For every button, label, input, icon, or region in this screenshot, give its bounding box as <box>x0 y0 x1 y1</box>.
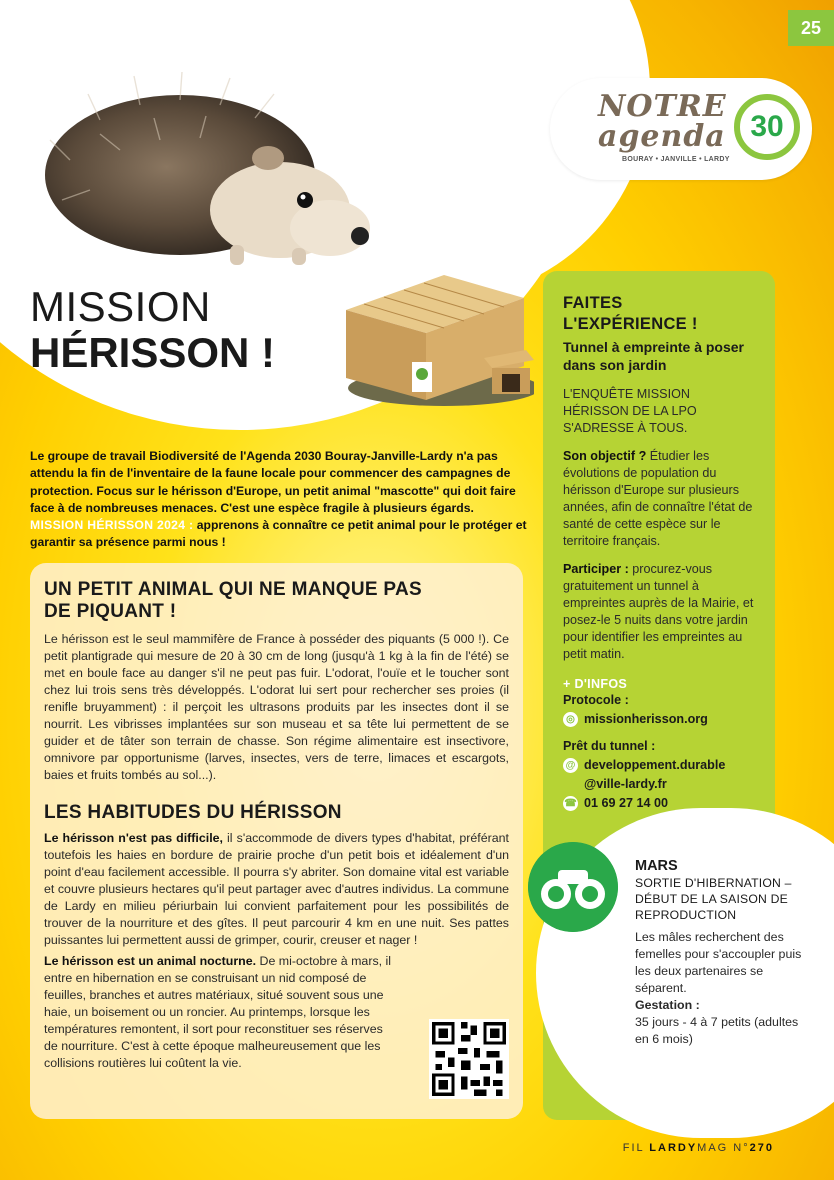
intro-text: Le groupe de travail Biodiversité de l'Agenda 2030 Bouray-Janville-Lardy n'a pas attendu la fin de l'inventaire de la faune locale pour commencer des campagnes de protection. Focus sur le hérisson d'Europe, un petit animal "mascotte" qui doit faire face à de nombreuses menaces. C'est une espèce fragile à plusieurs égards. <box>30 449 516 515</box>
qr-code[interactable] <box>429 1019 509 1099</box>
intro-tail: apprenons à connaître ce petit animal pour le protéger et garantir sa présence parmi nous ! <box>30 518 527 550</box>
bold-lead: Le hérisson est un animal nocturne. <box>44 954 257 968</box>
protocol-label: Protocole : <box>563 693 629 707</box>
sidebar-title-line2: L'EXPÉRIENCE ! <box>563 315 698 333</box>
sidebar-title <box>563 293 755 335</box>
footer-magazine-info <box>623 1142 774 1154</box>
mars-description: Les mâles recherchent des femelles pour s'accoupler puis les deux partenaires se séparent. <box>635 930 802 995</box>
section-title: UN PETIT ANIMAL QUI NE MANQUE PAS DE PIQUANT ! <box>44 579 422 622</box>
logo-line2: agenda <box>598 119 726 154</box>
phone-number[interactable]: 01 69 27 14 00 <box>584 796 669 810</box>
mars-subtitle: SORTIE D'HIBERNATION – DÉBUT DE LA SAISON DE REPRODUCTION <box>635 876 792 922</box>
objective-text: Étudier les évolutions de population du hérisson d'Europe sur plusieurs années, afin de connaître l'état de santé de cette espèce sur le territoire français. <box>563 449 753 548</box>
hedgehog-image <box>30 60 390 265</box>
footer-mag: MAG N° <box>697 1142 750 1154</box>
participate-text: procurez-vous gratuitement un tunnel à empreintes auprès de la Mairie, et posez-le 5 nuits dans votre jardin pour identifier les empreintes au petit matin. <box>563 562 754 661</box>
phone-icon: ☎ <box>564 798 577 809</box>
hedgehog-house-image <box>334 270 534 415</box>
sidebar-subtitle: Tunnel à empreinte à poser dans son jardin <box>563 339 745 373</box>
section-title: LES HABITUDES DU HÉRISSON <box>44 802 342 823</box>
protocol-link-text[interactable]: missionherisson.org <box>584 712 708 726</box>
logo-subtitle: BOURAY • JANVILLE • LARDY <box>622 156 730 163</box>
intro-paragraph <box>30 448 528 552</box>
section-text <box>44 830 509 949</box>
binoculars-icon <box>528 842 618 932</box>
gestation-text: 35 jours - 4 à 7 petits (adultes en 6 mois) <box>635 1015 799 1046</box>
intro-highlight: MISSION HÉRISSON 2024 : <box>30 518 194 533</box>
article-box <box>30 563 523 1119</box>
logo-text <box>598 89 727 154</box>
email-link[interactable] <box>563 756 755 775</box>
loan-label: Prêt du tunnel : <box>563 739 656 753</box>
section-text: Le hérisson est le seul mammifère de France à posséder des piquants (5 000 !). Ce petit plantigrade qui mesure de 20 à 30 cm de long (jusqu'à 1 kg à la fin de l'été) se met en boule face au danger s'il ne peut pas fuir. L'odorat, l'ouïe et le toucher sont chez lui trois sens très développés. L'odorat lui sert pour rechercher ses proies (il renifle bruyamment) : il perçoit les ultrasons produits par les insectes dont il se nourrit. Les vibrisses implantées sur son museau et sa tête lui permettent de se guider et de tâter son terrain de chasse. Son régime alimentaire est insectivore, omnivore par opportunisme (larves, insectes, vers de terre, limaces et escargots, baies et fruits tombés au sol...). <box>44 632 509 782</box>
section-text <box>44 953 394 1072</box>
sidebar-objective <box>563 448 755 550</box>
email-line2[interactable]: @ville-lardy.fr <box>584 777 667 791</box>
more-info-label: + D'INFOS <box>563 677 628 691</box>
email-link-continued[interactable] <box>563 775 755 794</box>
logo-number: 30 <box>734 94 800 160</box>
mars-title: MARS <box>635 858 678 874</box>
mars-content <box>635 858 805 1048</box>
footer-prefix: FIL <box>622 1142 650 1154</box>
email-line1[interactable]: developpement.durable <box>584 758 726 772</box>
objective-label: Son objectif ? <box>563 449 647 463</box>
at-icon: @ <box>563 758 578 773</box>
page-number: 25 <box>788 10 834 46</box>
page-title <box>30 284 275 376</box>
title-line2: HÉRISSON ! <box>30 329 276 376</box>
sidebar-participate <box>563 561 755 663</box>
gestation-label: Gestation : <box>635 998 700 1012</box>
participate-label: Participer : <box>563 562 629 576</box>
agenda-2030-logo <box>550 78 812 180</box>
footer-issue: 270 <box>749 1142 774 1154</box>
mars-text <box>635 929 805 1048</box>
sidebar-title-line1: FAITES <box>563 294 623 312</box>
footer-brand: LARDY <box>649 1142 698 1154</box>
paragraph-text: De mi-octobre à mars, il entre en hibernation en se construisant un nid composé de feuilles, branches et autres matériaux, situé souvent sous une haie, un boisement ou un roncier. Au printemps, lorsque les températures remontent, il sort pour reconstituer ses réserves de nourriture. C'est à cette époque malheureusement que les collisions routières lui coûtent la vie. <box>44 954 392 1070</box>
bold-lead: Le hérisson n'est pas difficile, <box>44 831 223 845</box>
globe-icon: ◎ <box>563 712 578 727</box>
protocol-link[interactable] <box>563 710 755 729</box>
paragraph-text: il s'accommode de divers types d'habitat, préférant toutefois les haies en bordure de prairie proche d'un petit bois et idéalement d'un point d'eau facilement accessible. Il pourra s'y abriter. Son domaine vital est variable et couvre plusieurs hectares qu'il peut partager avec d'autres individus. La commune de Lardy en milieu périurbain lui convient parfaitement pour les possibilités de trouver de la nourriture et des gîtes. Il peut parcourir 4 km en une nuit. Ses pattes puissantes lui permettent aussi de grimper, courir, creuser et nager ! <box>44 831 509 947</box>
title-line1: MISSION <box>30 283 211 330</box>
sidebar-lead: L'ENQUÊTE MISSION HÉRISSON DE LA LPO S'ADRESSE À TOUS. <box>563 387 697 435</box>
logo-line1: NOTRE <box>598 89 727 124</box>
